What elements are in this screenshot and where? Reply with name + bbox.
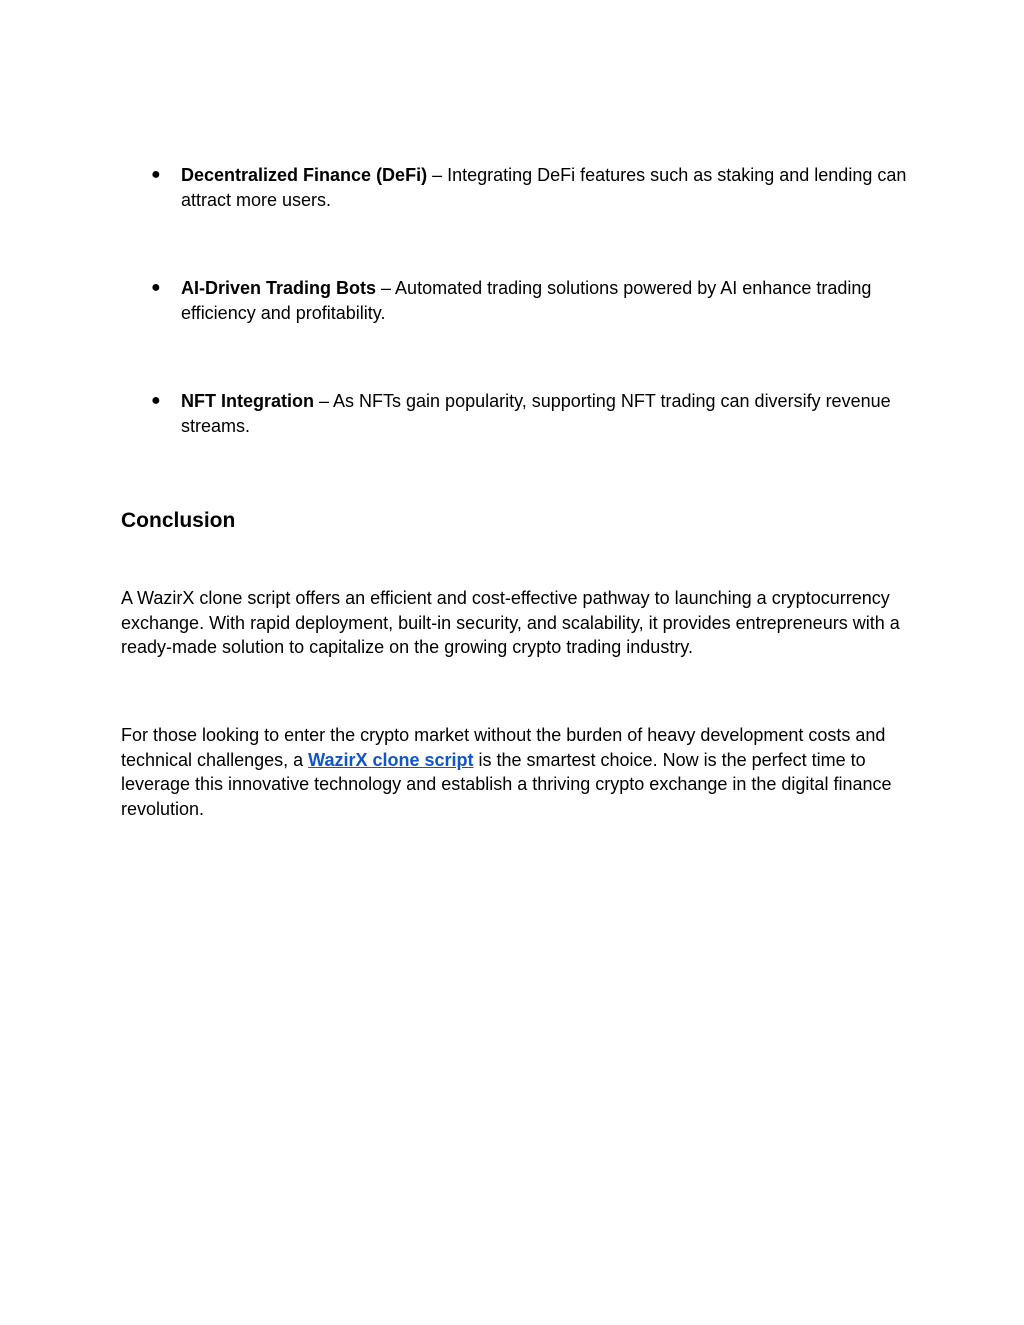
conclusion-paragraph-2 xyxy=(121,723,911,821)
bullet-icon: ● xyxy=(151,279,161,296)
wazirx-clone-script-link[interactable]: WazirX clone script xyxy=(308,749,474,770)
list-item-title: Decentralized Finance (DeFi) xyxy=(181,165,428,185)
list-item-ai-bots xyxy=(121,276,911,325)
list-item-description: – Automated trading solutions powered by AI enhance trading efficiency and profitability. xyxy=(181,278,872,323)
list-item-defi xyxy=(121,163,911,212)
list-item-description: – Integrating DeFi features such as staking and lending can attract more users. xyxy=(181,165,907,210)
list-item-description: – As NFTs gain popularity, supporting NFT trading can diversify revenue streams. xyxy=(181,391,891,436)
section-heading: Conclusion xyxy=(121,509,236,532)
list-item-title: AI-Driven Trading Bots xyxy=(181,278,377,298)
list-item-text xyxy=(181,163,911,212)
bullet-icon: ● xyxy=(151,392,161,409)
paragraph-text: is the smartest choice. Now is the perfect time to leverage this innovative technology and establish a thriving crypto exchange in the digital finance revolution. xyxy=(121,749,892,819)
bullet-icon: ● xyxy=(151,166,161,183)
list-item-text xyxy=(181,276,911,325)
conclusion-paragraph-1: A WazirX clone script offers an efficient and cost-effective pathway to launching a cryptocurrency exchange. With rapid deployment, built-in security, and scalability, it provides entrepreneurs with a ready-made solution to capitalize on the growing crypto trading industry. xyxy=(121,588,900,657)
list-item-nft xyxy=(121,389,911,438)
list-item-title: NFT Integration xyxy=(181,391,314,411)
list-item-text xyxy=(181,389,911,438)
paragraph-text: For those looking to enter the crypto market without the burden of heavy development costs and technical challenges, a xyxy=(121,725,886,770)
